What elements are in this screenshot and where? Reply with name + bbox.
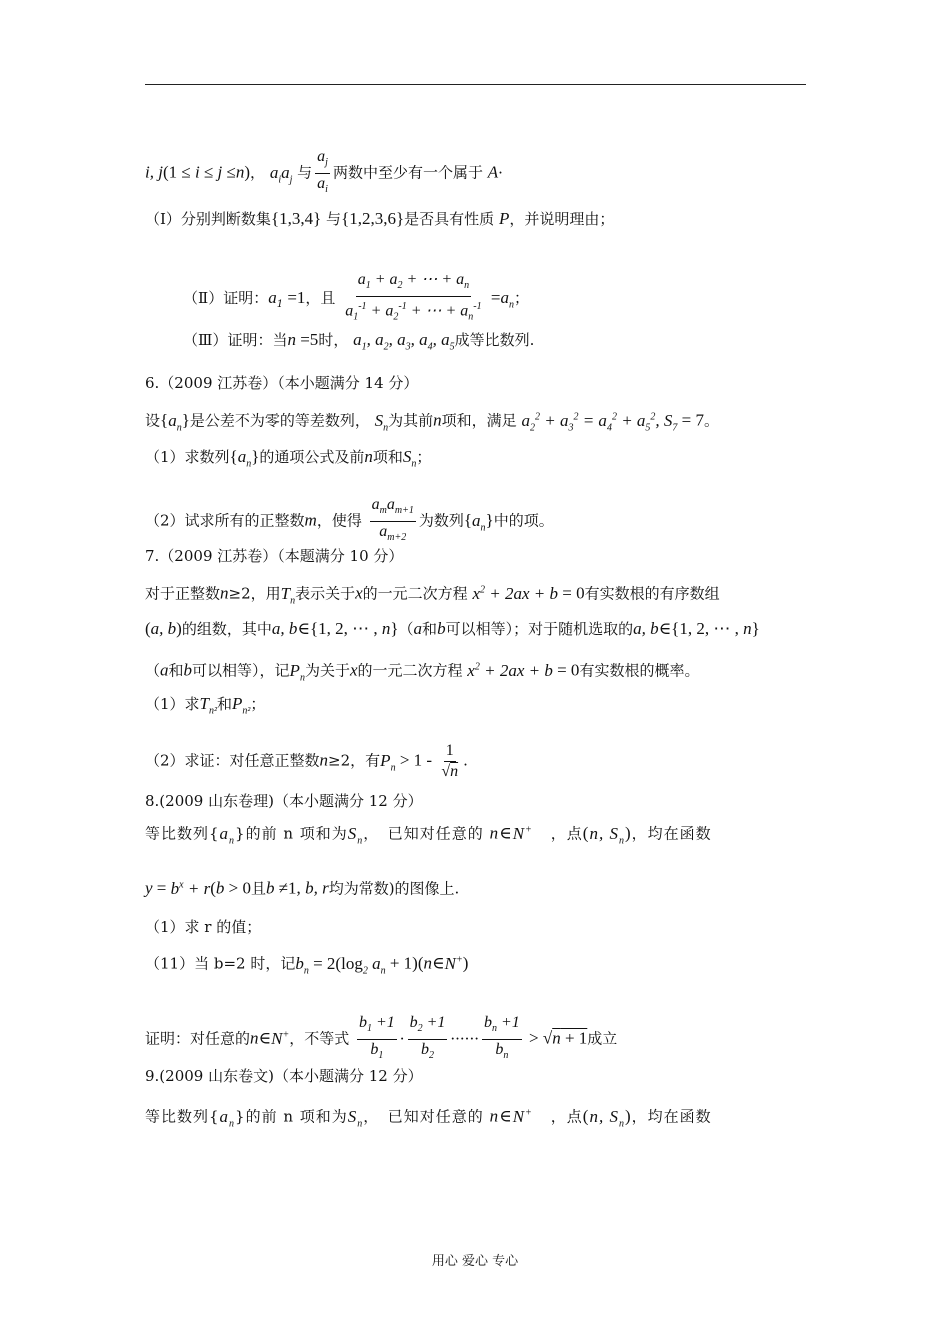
text-line: 等比数列$\{a_n\}$的前 n 项和为$S_n$， 已知对任意的 n∈N+ ，点(n, $S_n$)，均在函数 — [145, 823, 712, 847]
text-line: （Ⅲ）证明：当n =5时， $a_1$, $a_2$, $a_3$, $a_4$, $a_5$成等比数列. — [183, 330, 535, 353]
text-line: （1）求 r 的值； — [145, 918, 262, 936]
text-line: （2）求证：对任意正整数n≥2，有$P_n > 1$ - $\frac{1}{√n}$ . — [145, 742, 468, 780]
fraction: $\frac{a_ma_{m+1}}{a_{m+2}}$ — [371, 496, 414, 544]
fraction: $\frac{b_n +1}{b_n}$ — [483, 1014, 520, 1062]
fraction: $\frac{b_2 +1}{b_2}$ — [409, 1014, 446, 1062]
text-line: i, j(1 ≤ i ≤ j ≤n)， $a_ia_j$ 与 $\frac{a_j}{a_i}$ 两数中至少有一个属于 A· — [145, 147, 503, 200]
fraction: $\frac{b_1 +1}{b_1}$ — [359, 1014, 395, 1062]
text-line: $y = b^x + r(b > 0$且b ≠1, b, r均为常数)的图像上. — [145, 878, 460, 898]
text-line: （1）求数列$\{a_n\}$的通项公式及前n项和$S_n$； — [145, 447, 432, 470]
text-line: 对于正整数n≥2，用$T_n$表示关于x的一元二次方程 $x^2 + 2ax + b = 0$有实数根的有序数组 — [145, 583, 720, 607]
text-line: （Ⅰ）分别判断数集{1,3,4} 与{1,2,3,6}是否具有性质 P，并说明理由； — [145, 209, 615, 228]
text-line: 设$\{a_n\}$是公差不为零的等差数列， $S_n$为其前n项和，满足 $a_2^2 + a_3^2 = a_4^2 + a_5^2$, $S_7 = 7$。 — [145, 410, 720, 434]
fraction: $\frac{1}{√n}$ — [441, 742, 459, 780]
text-line: (a, b)的组数，其中a, b∈{1, 2, ⋯ , n}（a和b可以相等）；对于随机选取的a, b∈{1, 2, ⋯ , n} — [145, 619, 760, 638]
question-7-heading: 7.（2009 江苏卷）（本题满分 10 分） — [145, 547, 404, 565]
question-6-heading: 6.（2009 江苏卷）（本小题满分 14 分） — [145, 374, 419, 392]
question-9-heading: 9.(2009 山东卷文)（本小题满分 12 分） — [145, 1067, 423, 1085]
text-line: （1）求$T_{n^2}$和$P_{n^2}$； — [145, 694, 266, 717]
fraction: $\frac{a_1 + a_2 + \cdots + a_n}{a_1^{-1} + a_2^{-1} + \cdots + a_n^{-1}}$ — [345, 271, 482, 323]
page-footer: 用心 爱心 专心 — [431, 1254, 519, 1269]
text-line: 证明：对任意的n∈N+，不等式 $\frac{b_1 +1}{b_1}$ · $\frac{b_2 +1}{b_2}$ ······ $\frac{b_n +1}{b_n}$ > √n + 1成立 — [145, 1013, 617, 1066]
fraction: $\frac{a_j}{a_i}$ — [317, 148, 328, 196]
text-line: 等比数列$\{a_n\}$的前 n 项和为$S_n$， 已知对任意的 n∈N+ ，点(n, $S_n$)，均在函数 — [145, 1106, 712, 1130]
text-line: （11）当 b=2 时，记$b_n = 2(\log_2$ $a_n$ + 1)(n∈N+) — [145, 953, 469, 977]
question-8-heading: 8.(2009 山东卷理)（本小题满分 12 分） — [145, 792, 423, 810]
text-line: （Ⅱ）证明：$a_1 =1$，且 $\frac{a_1 + a_2 + \cdots + a_n}{a_1^{-1} + a_2^{-1} + \cdots + a_n^{-1}}$ $=a_n$； — [183, 270, 529, 328]
text-line: （2）试求所有的正整数m，使得 $\frac{a_ma_{m+1}}{a_{m+2}}$ 为数列$\{a_n\}$中的项。 — [145, 495, 554, 548]
header-rule — [145, 84, 806, 85]
text-line: （a和b可以相等），记$P_n$为关于x的一元二次方程 $x^2 + 2ax + b = 0$有实数根的概率。 — [145, 660, 700, 684]
